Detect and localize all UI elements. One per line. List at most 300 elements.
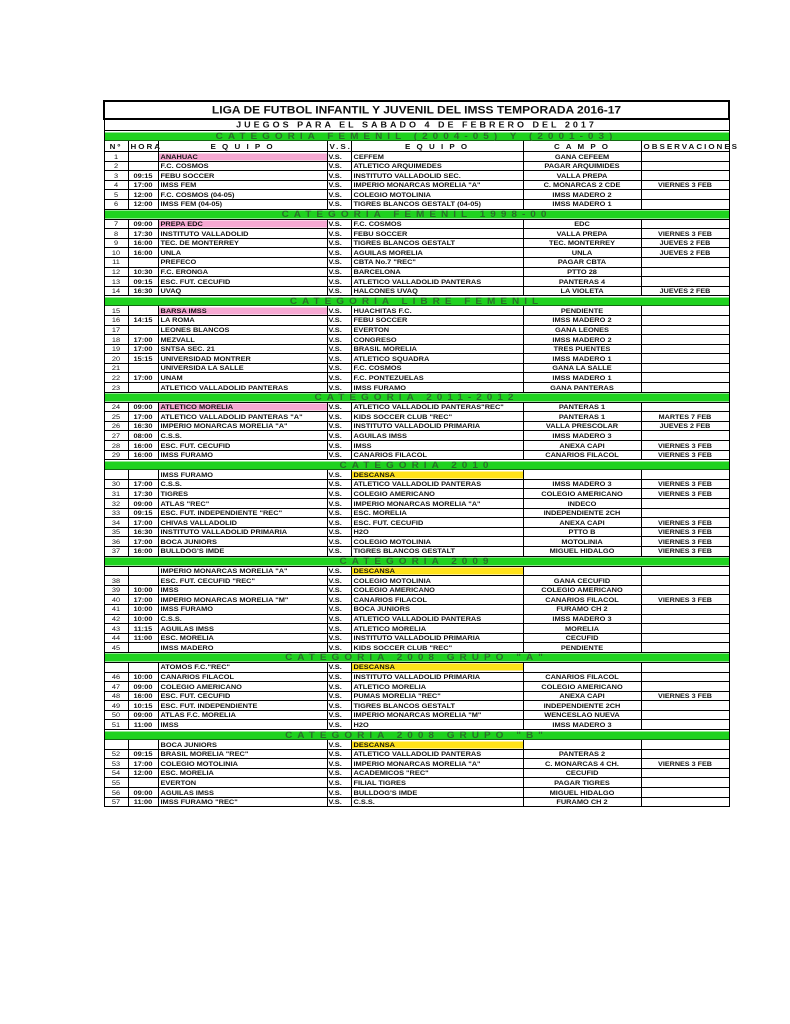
- field-name: IMSS MADERO 3: [523, 614, 641, 623]
- home-team: MEZVALL: [158, 335, 327, 344]
- match-row: [104, 306, 729, 316]
- match-number: 31: [104, 489, 128, 498]
- home-team: IMSS FEM (04-05): [158, 200, 327, 209]
- match-row: [104, 566, 729, 576]
- vs-label: V.S.: [327, 778, 351, 787]
- field-name: GANA LEONES: [523, 325, 641, 334]
- match-time: 16:30: [128, 422, 158, 431]
- match-number: 33: [104, 508, 128, 517]
- vs-label: V.S.: [327, 267, 351, 276]
- field-name: TRES PUENTES: [523, 345, 641, 354]
- home-team: LEONES BLANCOS: [158, 325, 327, 334]
- match-time: 16:00: [128, 692, 158, 701]
- match-time: 16:00: [128, 248, 158, 257]
- home-team: ATLAS "REC": [158, 499, 327, 508]
- vs-label: V.S.: [327, 152, 351, 161]
- match-time: 09:00: [128, 788, 158, 797]
- observations: VIERNES 3 FEB: [641, 528, 729, 537]
- away-team: INSTITUTO VALLADOLID PRIMARIA: [351, 634, 523, 643]
- vs-label: V.S.: [327, 345, 351, 354]
- field-name: UNLA: [523, 248, 641, 257]
- match-row: [104, 199, 729, 209]
- match-row: [104, 701, 729, 711]
- observations: VIERNES 3 FEB: [641, 595, 729, 604]
- match-time: 14:15: [128, 316, 158, 325]
- field-name: PANTERAS 1: [523, 412, 641, 421]
- match-row: [104, 682, 729, 692]
- match-time: 15:15: [128, 354, 158, 363]
- match-row: [104, 595, 729, 605]
- field-name: MOTOLINIA: [523, 537, 641, 546]
- vs-label: V.S.: [327, 528, 351, 537]
- field-name: CECUFID: [523, 769, 641, 778]
- vs-label: V.S.: [327, 441, 351, 450]
- field-name: [523, 470, 641, 479]
- observations: [641, 161, 729, 170]
- field-name: LA VIOLETA: [523, 287, 641, 296]
- observations: VIERNES 3 FEB: [641, 489, 729, 498]
- away-team: BOCA JUNIORS: [351, 605, 523, 614]
- home-team: IMPERIO MONARCAS MORELIA "A": [158, 422, 327, 431]
- match-row: [104, 402, 729, 412]
- away-team: ATLETICO MORELIA: [351, 624, 523, 633]
- vs-label: V.S.: [327, 624, 351, 633]
- away-team: HALCONES UVAQ: [351, 287, 523, 296]
- away-team: KIDS SOCCER CLUB "REC": [351, 643, 523, 652]
- field-name: TEC. MONTERREY: [523, 239, 641, 248]
- match-row: [104, 373, 729, 383]
- vs-label: V.S.: [327, 566, 351, 575]
- away-team: DESCANSA: [351, 663, 523, 672]
- match-time: 09:15: [128, 277, 158, 286]
- away-team: FEBU SOCCER: [351, 229, 523, 238]
- away-team: ACADEMICOS "REC": [351, 769, 523, 778]
- away-team: CANARIOS FILACOL: [351, 451, 523, 460]
- field-name: ANEXA CAPI: [523, 518, 641, 527]
- match-number: 48: [104, 692, 128, 701]
- match-row: [104, 537, 729, 547]
- home-team: ATLAS F.C. MORELIA: [158, 711, 327, 720]
- match-number: 53: [104, 759, 128, 768]
- match-time: 10:30: [128, 267, 158, 276]
- field-name: IMSS MADERO 1: [523, 200, 641, 209]
- away-team: ATLETICO MORELIA: [351, 682, 523, 691]
- match-number: 21: [104, 364, 128, 373]
- match-time: [128, 470, 158, 479]
- match-row: [104, 383, 729, 393]
- away-team: EVERTON: [351, 325, 523, 334]
- match-number: 35: [104, 528, 128, 537]
- match-row: [104, 633, 729, 643]
- match-row: [104, 508, 729, 518]
- field-name: MIGUEL HIDALGO: [523, 547, 641, 556]
- match-number: 46: [104, 672, 128, 681]
- observations: VIERNES 3 FEB: [641, 518, 729, 527]
- home-team: TEC. DE MONTERREY: [158, 239, 327, 248]
- away-team: ATLETICO VALLADOLID PANTERAS"REC": [351, 403, 523, 412]
- vs-label: V.S.: [327, 634, 351, 643]
- match-number: 14: [104, 287, 128, 296]
- match-time: 11:00: [128, 798, 158, 807]
- field-name: MORELIA: [523, 624, 641, 633]
- category-title: CATEGORIA FEMENIL (2004-05) Y (2001-03): [104, 131, 729, 140]
- observations: [641, 190, 729, 199]
- away-team: INSTITUTO VALLADOLID SEC.: [351, 171, 523, 180]
- title-row: [104, 101, 729, 119]
- away-team: HUACHITAS F.C.: [351, 306, 523, 315]
- field-name: CANARIOS FILACOL: [523, 672, 641, 681]
- vs-label: V.S.: [327, 403, 351, 412]
- field-name: CANARIOS FILACOL: [523, 451, 641, 460]
- field-name: IMSS MADERO 2: [523, 335, 641, 344]
- vs-label: V.S.: [327, 229, 351, 238]
- subtitle-row: [104, 119, 729, 131]
- observations: [641, 508, 729, 517]
- observations: [641, 682, 729, 691]
- match-number: 38: [104, 576, 128, 585]
- home-team: BULLDOG'S IMDE: [158, 547, 327, 556]
- category-title: CATEGORIA 2009: [104, 556, 729, 565]
- match-time: 10:00: [128, 586, 158, 595]
- match-row: [104, 489, 729, 499]
- vs-label: V.S.: [327, 576, 351, 585]
- away-team: AGUILAS MORELIA: [351, 248, 523, 257]
- match-time: 17:00: [128, 537, 158, 546]
- match-row: [104, 441, 729, 451]
- observations: [641, 152, 729, 161]
- away-team: CEFFEM: [351, 152, 523, 161]
- away-team: F.C. PONTEZUELAS: [351, 373, 523, 382]
- match-time: [128, 161, 158, 170]
- observations: [641, 711, 729, 720]
- match-number: 16: [104, 316, 128, 325]
- match-time: [128, 258, 158, 267]
- home-team: LA ROMA: [158, 316, 327, 325]
- away-team: F.C. COSMOS: [351, 364, 523, 373]
- field-name: EDC: [523, 219, 641, 228]
- field-name: COLEGIO AMERICANO: [523, 489, 641, 498]
- match-number: 56: [104, 788, 128, 797]
- match-number: 2: [104, 161, 128, 170]
- vs-label: V.S.: [327, 537, 351, 546]
- vs-label: V.S.: [327, 508, 351, 517]
- vs-label: V.S.: [327, 489, 351, 498]
- field-name: GANA CEFEEM: [523, 152, 641, 161]
- vs-label: V.S.: [327, 258, 351, 267]
- away-team: COLEGIO MOTOLINIA: [351, 190, 523, 199]
- match-row: [104, 527, 729, 537]
- match-time: 17:00: [128, 759, 158, 768]
- home-team: ESC. FUT. INDEPENDIENTE: [158, 701, 327, 710]
- match-row: [104, 643, 729, 653]
- match-row: [104, 499, 729, 509]
- category-header-row: [104, 209, 729, 219]
- match-time: [128, 663, 158, 672]
- away-team: H2O: [351, 720, 523, 729]
- match-number: [104, 663, 128, 672]
- match-time: 09:00: [128, 499, 158, 508]
- field-name: MIGUEL HIDALGO: [523, 788, 641, 797]
- observations: [641, 798, 729, 807]
- match-number: 5: [104, 190, 128, 199]
- match-row: [104, 354, 729, 364]
- match-time: 16:30: [128, 528, 158, 537]
- match-row: [104, 768, 729, 778]
- category-title: CATEGORIA 2008 GRUPO "A": [104, 653, 729, 662]
- vs-label: V.S.: [327, 364, 351, 373]
- home-team: ESC. FUT. INDEPENDIENTE "REC": [158, 508, 327, 517]
- match-row: [104, 797, 729, 807]
- match-row: [104, 412, 729, 422]
- match-time: 17:00: [128, 345, 158, 354]
- home-team: COLEGIO MOTOLINIA: [158, 759, 327, 768]
- match-number: 37: [104, 547, 128, 556]
- match-time: 16:00: [128, 441, 158, 450]
- match-time: 17:00: [128, 373, 158, 382]
- match-row: [104, 286, 729, 296]
- home-team: ATLETICO VALLADOLID PANTERAS: [158, 383, 327, 392]
- match-number: 57: [104, 798, 128, 807]
- match-number: 8: [104, 229, 128, 238]
- match-time: [128, 778, 158, 787]
- home-team: BARSA IMSS: [158, 306, 327, 315]
- observations: [641, 383, 729, 392]
- field-name: GANA CECUFID: [523, 576, 641, 585]
- match-time: 17:00: [128, 335, 158, 344]
- vs-label: V.S.: [327, 798, 351, 807]
- match-time: [128, 740, 158, 749]
- match-number: 15: [104, 306, 128, 315]
- match-number: 47: [104, 682, 128, 691]
- home-team: C.S.S.: [158, 431, 327, 440]
- observations: VIERNES 3 FEB: [641, 547, 729, 556]
- match-time: 16:00: [128, 451, 158, 460]
- match-time: 09:00: [128, 403, 158, 412]
- category-header-row: [104, 131, 729, 141]
- field-name: [523, 740, 641, 749]
- match-number: 12: [104, 267, 128, 276]
- home-team: CANARIOS FILACOL: [158, 672, 327, 681]
- observations: [641, 576, 729, 585]
- header-equipo-visitante: E Q U I P O: [351, 141, 523, 151]
- header-campo: C A M P O: [523, 141, 641, 151]
- match-number: 3: [104, 171, 128, 180]
- match-number: 28: [104, 441, 128, 450]
- home-team: ESC. FUT. CECUFID: [158, 277, 327, 286]
- vs-label: V.S.: [327, 720, 351, 729]
- home-team: CHIVAS VALLADOLID: [158, 518, 327, 527]
- away-team: BRASIL MORELIA: [351, 345, 523, 354]
- observations: VIERNES 3 FEB: [641, 229, 729, 238]
- home-team: F.C. COSMOS: [158, 161, 327, 170]
- match-number: 32: [104, 499, 128, 508]
- field-name: FURAMO CH 2: [523, 798, 641, 807]
- home-team: IMSS FEM: [158, 181, 327, 190]
- match-number: 17: [104, 325, 128, 334]
- match-time: 17:30: [128, 489, 158, 498]
- category-title: CATEGORIA 2011-2012: [104, 393, 729, 402]
- home-team: UNLA: [158, 248, 327, 257]
- home-team: ATLETICO VALLADOLID PANTERAS "A": [158, 412, 327, 421]
- home-team: UVAQ: [158, 287, 327, 296]
- field-name: IMSS MADERO 3: [523, 431, 641, 440]
- home-team: IMSS FURAMO: [158, 451, 327, 460]
- observations: [641, 306, 729, 315]
- match-time: 10:00: [128, 614, 158, 623]
- match-number: 10: [104, 248, 128, 257]
- match-row: [104, 470, 729, 480]
- match-time: 16:30: [128, 287, 158, 296]
- home-team: UNIVERSIDAD MONTRER: [158, 354, 327, 363]
- match-row: [104, 171, 729, 181]
- home-team: IMSS: [158, 720, 327, 729]
- observations: [641, 200, 729, 209]
- field-name: IMSS MADERO 3: [523, 720, 641, 729]
- vs-label: V.S.: [327, 422, 351, 431]
- observations: [641, 586, 729, 595]
- match-number: 24: [104, 403, 128, 412]
- vs-label: V.S.: [327, 547, 351, 556]
- match-row: [104, 248, 729, 258]
- observations: VIERNES 3 FEB: [641, 692, 729, 701]
- match-time: 12:00: [128, 769, 158, 778]
- match-number: 30: [104, 480, 128, 489]
- match-row: [104, 363, 729, 373]
- match-number: 4: [104, 181, 128, 190]
- match-number: 6: [104, 200, 128, 209]
- field-name: PANTERAS 2: [523, 750, 641, 759]
- observations: [641, 335, 729, 344]
- vs-label: V.S.: [327, 287, 351, 296]
- field-name: FURAMO CH 2: [523, 605, 641, 614]
- match-row: [104, 238, 729, 248]
- vs-label: V.S.: [327, 788, 351, 797]
- match-row: [104, 585, 729, 595]
- field-name: PAGAR ARQUIMIDES: [523, 161, 641, 170]
- category-title: CATEGORIA LIBRE FEMENIL: [104, 296, 729, 305]
- match-number: 9: [104, 239, 128, 248]
- home-team: ANAHUAC: [158, 152, 327, 161]
- match-row: [104, 518, 729, 528]
- match-number: 52: [104, 750, 128, 759]
- match-time: [128, 364, 158, 373]
- away-team: DESCANSA: [351, 566, 523, 575]
- field-name: PAGAR CBTA: [523, 258, 641, 267]
- match-number: 11: [104, 258, 128, 267]
- vs-label: V.S.: [327, 306, 351, 315]
- field-name: C. MONARCAS 2 CDE: [523, 181, 641, 190]
- away-team: F.C. COSMOS: [351, 219, 523, 228]
- field-name: CANARIOS FILACOL: [523, 595, 641, 604]
- away-team: IMSS: [351, 441, 523, 450]
- match-row: [104, 277, 729, 287]
- away-team: CANARIOS FILACOL: [351, 595, 523, 604]
- page-subtitle: JUEGOS PARA EL SABADO 4 DE FEBRERO DEL 2017: [104, 119, 729, 130]
- away-team: FILIAL TIGRES: [351, 778, 523, 787]
- match-number: [104, 566, 128, 575]
- match-row: [104, 219, 729, 229]
- column-header-row: [104, 141, 729, 152]
- field-name: INDEPENDIENTE 2CH: [523, 701, 641, 710]
- vs-label: V.S.: [327, 595, 351, 604]
- vs-label: V.S.: [327, 672, 351, 681]
- field-name: PENDIENTE: [523, 643, 641, 652]
- away-team: ATLETICO ARQUIMEDES: [351, 161, 523, 170]
- away-team: BARCELONA: [351, 267, 523, 276]
- field-name: WENCESLAO NUEVA: [523, 711, 641, 720]
- match-number: 55: [104, 778, 128, 787]
- field-name: VALLA PREPA: [523, 171, 641, 180]
- field-name: GANA LA SALLE: [523, 364, 641, 373]
- match-number: 50: [104, 711, 128, 720]
- match-row: [104, 788, 729, 798]
- match-row: [104, 778, 729, 788]
- home-team: IMSS: [158, 586, 327, 595]
- away-team: ATLETICO VALLADOLID PANTERAS: [351, 614, 523, 623]
- vs-label: V.S.: [327, 663, 351, 672]
- observations: [641, 566, 729, 575]
- match-time: 09:00: [128, 711, 158, 720]
- match-row: [104, 749, 729, 759]
- field-name: C. MONARCAS 4 CH.: [523, 759, 641, 768]
- observations: JUEVES 2 FEB: [641, 248, 729, 257]
- observations: VIERNES 3 FEB: [641, 480, 729, 489]
- match-number: 26: [104, 422, 128, 431]
- match-time: 10:00: [128, 605, 158, 614]
- match-row: [104, 267, 729, 277]
- match-row: [104, 421, 729, 431]
- match-row: [104, 720, 729, 730]
- match-time: 17:00: [128, 412, 158, 421]
- vs-label: V.S.: [327, 586, 351, 595]
- home-team: BRASIL MORELIA "REC": [158, 750, 327, 759]
- field-name: [523, 663, 641, 672]
- match-time: 09:15: [128, 171, 158, 180]
- field-name: PTTO B: [523, 528, 641, 537]
- match-row: [104, 161, 729, 171]
- observations: [641, 171, 729, 180]
- observations: [641, 267, 729, 276]
- match-number: [104, 470, 128, 479]
- away-team: INSTITUTO VALLADOLID PRIMARIA: [351, 672, 523, 681]
- away-team: FEBU SOCCER: [351, 316, 523, 325]
- match-number: 45: [104, 643, 128, 652]
- observations: [641, 316, 729, 325]
- away-team: ESC. MORELIA: [351, 508, 523, 517]
- match-time: 09:00: [128, 682, 158, 691]
- observations: [641, 354, 729, 363]
- observations: [641, 325, 729, 334]
- category-header-row: [104, 460, 729, 470]
- away-team: INSTITUTO VALLADOLID PRIMARIA: [351, 422, 523, 431]
- match-row: [104, 190, 729, 200]
- category-header-row: [104, 392, 729, 402]
- observations: [641, 643, 729, 652]
- vs-label: V.S.: [327, 605, 351, 614]
- field-name: PTTO 28: [523, 267, 641, 276]
- vs-label: V.S.: [327, 354, 351, 363]
- observations: [641, 672, 729, 681]
- match-time: 09:15: [128, 508, 158, 517]
- category-title: CATEGORIA 2008 GRUPO "B": [104, 730, 729, 739]
- observations: [641, 701, 729, 710]
- away-team: CONGRESO: [351, 335, 523, 344]
- match-row: [104, 576, 729, 586]
- observations: JUEVES 2 FEB: [641, 422, 729, 431]
- match-number: 36: [104, 537, 128, 546]
- header-equipo-local: E Q U I P O: [158, 141, 327, 151]
- vs-label: V.S.: [327, 383, 351, 392]
